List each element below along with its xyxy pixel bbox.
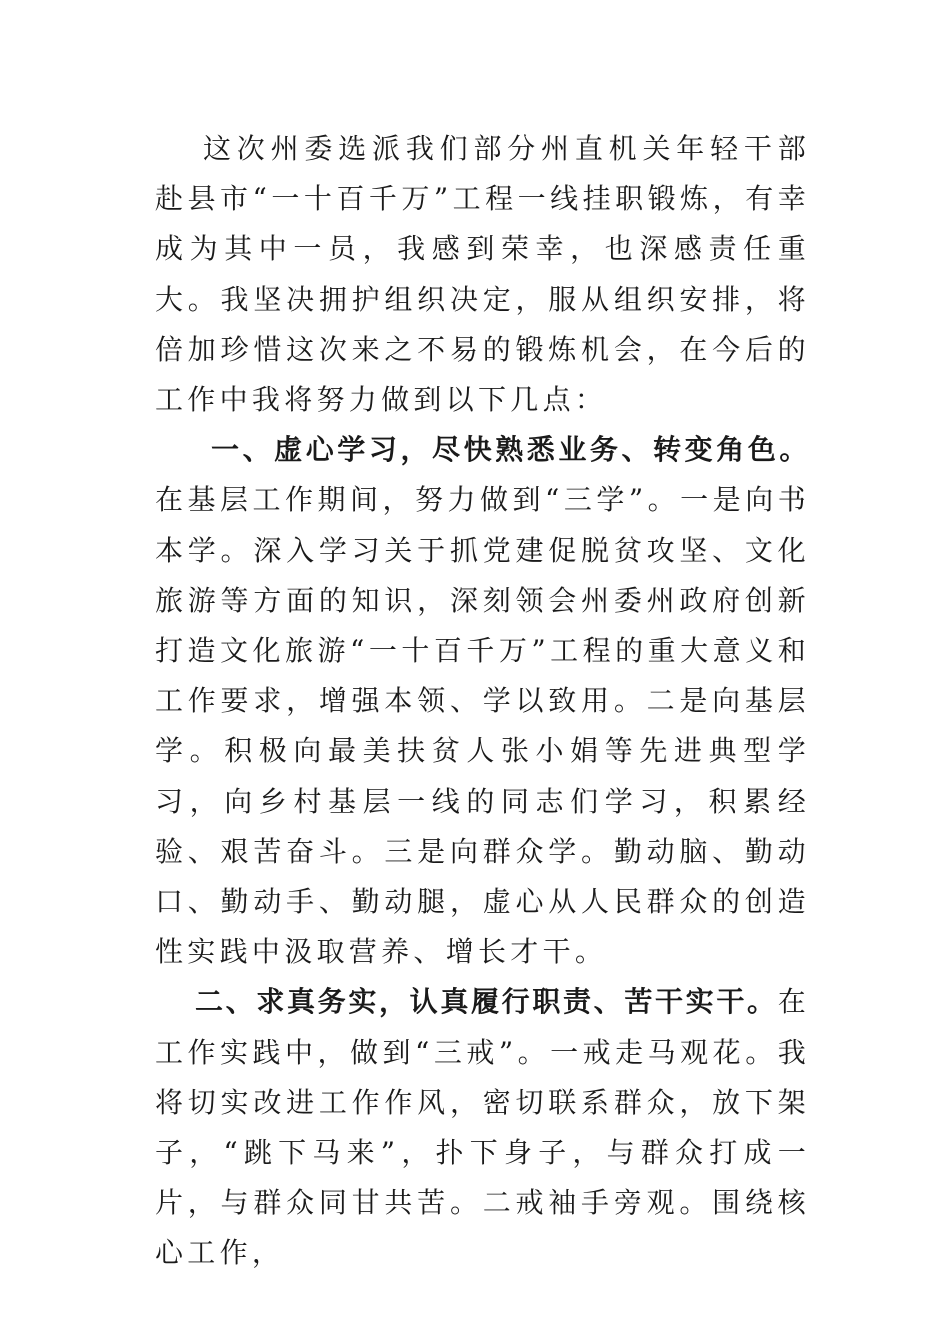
paragraph-point-one-heading: 一、虚心学习，尽快熟悉业务、转变角色。: [211, 433, 810, 467]
paragraph-intro: [155, 124, 810, 425]
paragraph-point-two-heading: 二、求真务实，认真履行职责、苦干实干。: [195, 985, 778, 1019]
paragraph-point-one-text: 在基层工作期间，努力做到“三学”。一是向书本学。深入学习关于抓党建促脱贫攻坚、文化旅游等方面的知识，深刻领会州委州政府创新打造文化旅游“一十百千万”工程的重大意义和工作要求，增强本领、学以致用。二是向基层学。积极向最美扶贫人张小娟等先进典型学习，向乡村基层一线的同志们学习，积累经验、艰苦奋斗。三是向群众学。勤动脑、勤动口、勤动手、勤动腿，虚心从人民群众的创造性实践中汲取营养、增长才干。: [155, 483, 810, 969]
paragraph-point-one: [155, 425, 810, 977]
paragraph-intro-text: 这次州委选派我们部分州直机关年轻干部赴县市“一十百千万”工程一线挂职锻炼，有幸成为其中一员，我感到荣幸，也深感责任重大。我坚决拥护组织决定，服从组织安排，将倍加珍惜这次来之不易的锻炼机会，在今后的工作中我将努力做到以下几点：: [155, 132, 810, 417]
document-body: [155, 124, 810, 1279]
paragraph-point-two-text: 在工作实践中，做到“三戒”。一戒走马观花。我将切实改进工作作风，密切联系群众，放下架子，“跳下马来”，扑下身子，与群众打成一片，与群众同甘共苦。二戒袖手旁观。围绕核心工作，: [155, 985, 810, 1270]
paragraph-point-two: [155, 977, 810, 1278]
